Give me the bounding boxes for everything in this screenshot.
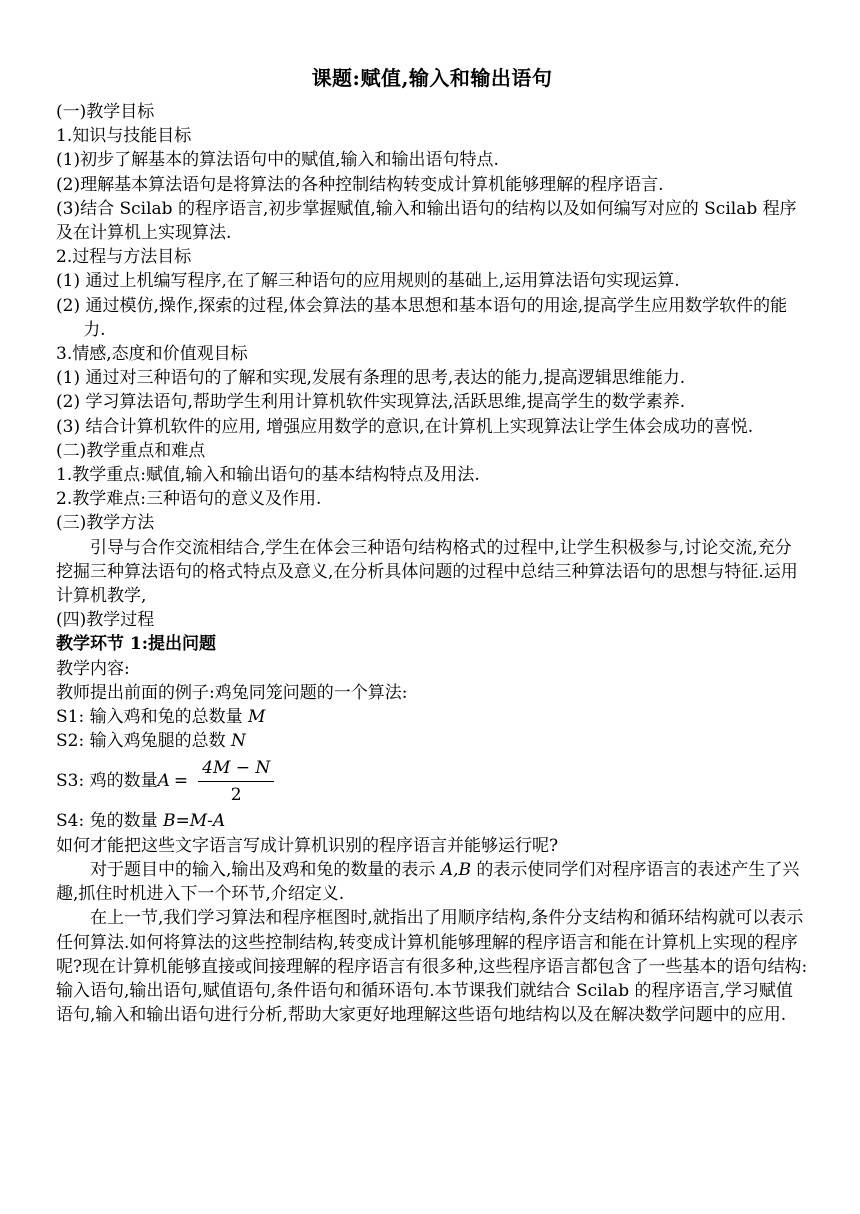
method-heading: (三)教学方法 xyxy=(56,513,155,534)
step-s3 xyxy=(56,753,808,809)
paragraph-1 xyxy=(56,858,808,906)
content-label: 教学内容: xyxy=(56,658,130,679)
step-s1 xyxy=(56,705,808,729)
fraction-numerator: 4M − N xyxy=(198,757,274,782)
goals-heading: (一)教学目标 xyxy=(56,102,155,122)
knowledge-item-1: (1)初步了解基本的算法语句中的赋值,输入和输出语句特点. xyxy=(56,150,499,171)
step-s1-var: M xyxy=(248,707,266,728)
paragraph-1-part-b: 的表示使同学们对程序语言的表述产生了兴趣,抓住时机进入下一个环节,介绍定义. xyxy=(56,859,800,905)
knowledge-item-3: (3)结合 Scilab 的程序语言,初步掌握赋值,输入和输出语句的结构以及如何编写对应的 Scilab 程序及在计算机上实现算法. xyxy=(56,198,797,244)
emotion-heading: 3.情感,态度和价值观目标 xyxy=(56,344,248,365)
method-paragraph: 引导与合作交流相结合,学生在体会三种语句结构格式的过程中,让学生积极参与,讨论交流,充分挖掘三种算法语句的格式特点及意义,在分析具体问题的过程中总结三种算法语句的思想与特征.运用计算机教学, xyxy=(56,537,798,607)
step-s4-text: S4: 兔的数量 xyxy=(56,811,163,832)
step-s3-var: A xyxy=(157,771,170,792)
step-s1-text: S1: 输入鸡和兔的总数量 xyxy=(56,707,248,728)
key-heading: (二)教学重点和难点 xyxy=(56,440,206,461)
step-s2-var: N xyxy=(231,731,246,752)
fraction-denominator: 2 xyxy=(230,784,242,805)
stage1-heading: 教学环节 1:提出问题 xyxy=(56,634,217,655)
emotion-item-3: (3) 结合计算机软件的应用, 增强应用数学的意识,在计算机上实现算法让学生体会成功的喜悦. xyxy=(56,416,754,437)
fraction xyxy=(198,757,274,806)
step-s4 xyxy=(56,809,808,833)
emotion-item-1: (1) 通过对三种语句的了解和实现,发展有条理的思考,表达的能力,提高逻辑思维能力. xyxy=(56,368,686,389)
knowledge-heading: 1.知识与技能目标 xyxy=(56,126,192,147)
process-heading: 2.过程与方法目标 xyxy=(56,247,192,268)
step-s4-expr: B=M-A xyxy=(163,811,226,832)
step-s2-text: S2: 输入鸡兔腿的总数 xyxy=(56,731,231,752)
paragraph-1-part-a: 对于题目中的输入,输出及鸡和兔的数量的表示 xyxy=(90,859,441,880)
process-item-1: (1) 通过上机编写程序,在了解三种语句的应用规则的基础上,运用算法语句实现运算. xyxy=(56,271,680,292)
paragraph-2: 在上一节,我们学习算法和程序框图时,就指出了用顺序结构,条件分支结构和循环结构就可以表示任何算法.如何将算法的这些控制结构,转变成计算机能够理解的程序语言和能在计算机上实现的程序呢?现在计算机能够直接或间接理解的程序语言有很多种,这些程序语言都包含了一些基本的语句结构:输入语句,输出语句,赋值语句,条件语句和循环语句.本节课我们就结合 Scilab 的程序语言,学习赋值语句,输入和输出语句进行分析,帮助大家更好地理解这些语句地结构以及在解决数学问题中的应用. xyxy=(56,908,808,1026)
process-item-2: (2) 通过模仿,操作,探索的过程,体会算法的基本思想和基本语句的用途,提高学生应用数学软件的能力. xyxy=(56,295,788,340)
step-s2 xyxy=(56,729,808,753)
question-text: 如何才能把这些文字语言写成计算机识别的程序语言并能够运行呢? xyxy=(56,835,559,856)
step-s3-text: S3: 鸡的数量 xyxy=(56,771,158,792)
example-intro: 教师提出前面的例子:鸡兔同笼问题的一个算法: xyxy=(56,682,408,703)
difficult-point: 2.教学难点:三种语句的意义及作用. xyxy=(56,489,322,510)
key-point: 1.教学重点:赋值,输入和输出语句的基本结构特点及用法. xyxy=(56,465,480,486)
emotion-item-2: (2) 学习算法语句,帮助学生利用计算机软件实现算法,活跃思维,提高学生的数学素养. xyxy=(56,392,686,413)
knowledge-item-2: (2)理解基本算法语句是将算法的各种控制结构转变成计算机能够理解的程序语言. xyxy=(56,174,664,195)
step-s3-equals: = xyxy=(173,771,189,792)
paragraph-1-var: A,B xyxy=(440,859,471,880)
document-title: 课题:赋值,输入和输出语句 xyxy=(311,66,553,90)
teaching-process-heading: (四)教学过程 xyxy=(56,610,155,631)
